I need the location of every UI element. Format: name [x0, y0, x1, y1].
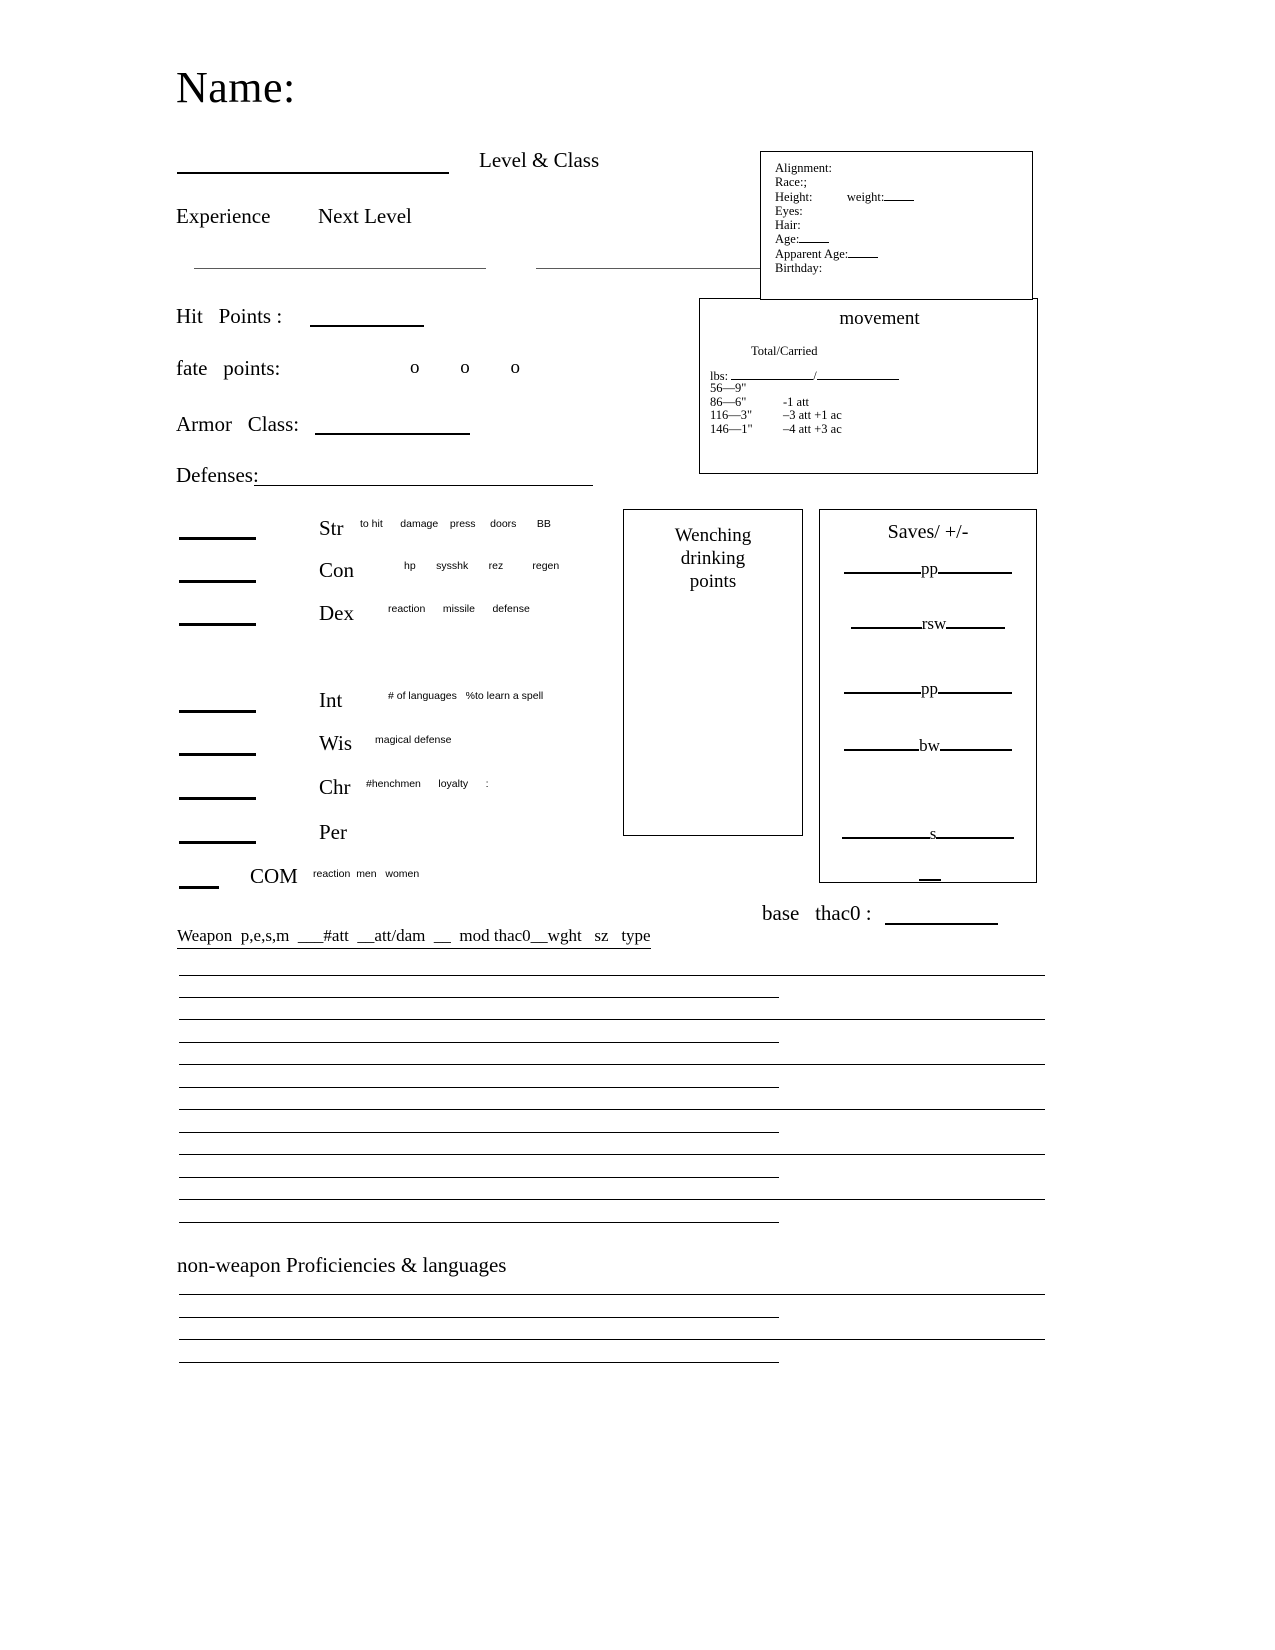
character-info-list	[775, 161, 914, 275]
attribute-label-per: Per	[319, 820, 347, 844]
proficiency-row-line[interactable]	[179, 1362, 779, 1363]
age-field[interactable]: Age:	[775, 232, 914, 246]
saves-title: Saves/ +/-	[887, 521, 969, 543]
lbs-total-input-line[interactable]	[731, 368, 813, 380]
str-score-line[interactable]	[179, 537, 256, 540]
table-row: 116—3" –3 att +1 ac	[710, 408, 842, 422]
table-row: 146—1" –4 att +3 ac	[710, 421, 842, 436]
weapon-row-line[interactable]	[179, 997, 779, 998]
proficiency-row-line[interactable]	[179, 1317, 779, 1318]
hit-points-label: Hit Points :	[176, 304, 283, 328]
proficiencies-label: non-weapon Proficiencies & languages	[177, 1253, 507, 1277]
age-input-line[interactable]	[799, 233, 829, 243]
save-row-s[interactable]: s	[820, 823, 1036, 844]
int-score-line[interactable]	[179, 710, 256, 713]
height-weight-field[interactable]: Height: weight:	[775, 190, 914, 204]
table-row: 56—9"	[710, 381, 747, 395]
weapon-row-line[interactable]	[179, 1177, 779, 1178]
weapon-row-line[interactable]	[179, 1132, 779, 1133]
hit-points-input-line[interactable]	[310, 325, 424, 327]
attribute-subs-con: hp sysshk rez regen	[404, 560, 560, 572]
save-row-pp-2[interactable]: pp	[820, 678, 1036, 699]
save-right-line[interactable]	[940, 735, 1012, 751]
weapon-row-line[interactable]	[179, 1064, 1045, 1065]
save-row-bw[interactable]: bw	[820, 735, 1036, 756]
attribute-label-int: Int	[319, 688, 343, 712]
save-row-rsw[interactable]: rsw	[820, 613, 1036, 634]
attribute-label-com: COM	[250, 864, 298, 888]
saves-box	[819, 509, 1037, 883]
wenching-title-line-2: drinking	[680, 548, 746, 569]
proficiency-row-line[interactable]	[179, 1339, 1045, 1340]
attribute-label-con: Con	[319, 558, 355, 582]
hair-field[interactable]: Hair:	[775, 218, 801, 233]
save-row-extra-dash[interactable]	[820, 868, 1036, 886]
armor-class-label: Armor Class:	[176, 412, 300, 436]
weapon-row-line[interactable]	[179, 1154, 1045, 1155]
attribute-label-chr: Chr	[319, 775, 351, 799]
apparent-age-input-line[interactable]	[848, 248, 878, 258]
eyes-field[interactable]: Eyes:	[775, 203, 803, 218]
save-right-line[interactable]	[936, 823, 1014, 839]
attribute-subs-com: reaction men women	[313, 868, 420, 880]
attribute-label-wis: Wis	[319, 731, 352, 755]
dex-score-line[interactable]	[179, 623, 256, 626]
save-left-line[interactable]	[844, 678, 921, 694]
alignment-field[interactable]: Alignment:	[775, 161, 832, 175]
movement-encumbrance-table	[710, 382, 842, 436]
com-score-line[interactable]	[179, 886, 219, 889]
weapon-row-line[interactable]	[179, 1222, 779, 1223]
wenching-title	[624, 524, 802, 593]
level-class-input-line[interactable]	[177, 172, 449, 174]
movement-title: movement	[839, 308, 920, 329]
attribute-subs-wis: magical defense	[375, 734, 452, 746]
page-title: Name:	[176, 63, 296, 112]
wenching-title-line-3: points	[689, 571, 737, 592]
weapon-row-line[interactable]	[179, 1199, 1045, 1200]
apparent-age-field[interactable]: Apparent Age:	[775, 247, 914, 261]
save-right-line[interactable]	[938, 678, 1012, 694]
table-row: 86—6" -1 att	[710, 394, 810, 409]
attribute-subs-dex: reaction missile defense	[388, 603, 530, 615]
save-left-line[interactable]	[842, 823, 930, 839]
next-level-label: Next Level	[318, 204, 412, 228]
weapon-row-line[interactable]	[179, 1042, 779, 1043]
save-extra-line[interactable]	[919, 879, 941, 881]
movement-lbs-row[interactable]: lbs: /	[710, 368, 899, 384]
con-score-line[interactable]	[179, 580, 256, 583]
wis-score-line[interactable]	[179, 753, 256, 756]
attribute-subs-str: to hit damage press doors BB	[360, 518, 551, 530]
attribute-subs-chr: #henchmen loyalty :	[366, 778, 489, 790]
save-left-line[interactable]	[844, 558, 921, 574]
movement-box	[699, 298, 1038, 474]
chr-score-line[interactable]	[179, 797, 256, 800]
save-right-line[interactable]	[946, 613, 1005, 629]
character-info-box	[760, 151, 1033, 300]
save-row-pp-1[interactable]: pp	[820, 558, 1036, 579]
per-score-line[interactable]	[179, 841, 256, 844]
save-left-line[interactable]	[844, 735, 919, 751]
wenching-drinking-points-box	[623, 509, 803, 836]
fate-points-circles[interactable]: o o o	[410, 357, 538, 378]
proficiency-row-line[interactable]	[179, 1294, 1045, 1295]
weapon-row-line[interactable]	[179, 1087, 779, 1088]
level-class-label: Level & Class	[479, 148, 600, 172]
weapon-row-line[interactable]	[179, 1019, 1045, 1020]
save-left-line[interactable]	[851, 613, 922, 629]
movement-total-carried-label: Total/Carried	[751, 344, 818, 358]
weapon-row-line[interactable]	[179, 975, 1045, 976]
experience-input-line[interactable]	[194, 268, 486, 269]
attribute-label-dex: Dex	[319, 601, 354, 625]
wenching-title-line-1: Wenching	[674, 525, 752, 546]
lbs-carried-input-line[interactable]	[817, 368, 899, 380]
save-right-line[interactable]	[938, 558, 1012, 574]
armor-class-input-line[interactable]	[315, 433, 470, 435]
defenses-label: Defenses:	[176, 463, 259, 487]
base-thac0-label: base thac0 :	[762, 901, 872, 925]
attribute-subs-int: # of languages %to learn a spell	[388, 690, 544, 702]
weight-input-line[interactable]	[884, 191, 914, 201]
weapon-table-header: Weapon p,e,s,m ___#att __att/dam __ mod thac0__wght sz type	[177, 926, 651, 949]
defenses-input-line[interactable]	[254, 485, 593, 486]
weapon-row-line[interactable]	[179, 1109, 1045, 1110]
attribute-label-str: Str	[319, 516, 344, 540]
experience-label: Experience	[176, 204, 271, 228]
birthday-field[interactable]: Birthday:	[775, 261, 823, 276]
race-field[interactable]: Race:;	[775, 175, 807, 190]
fate-points-label: fate points:	[176, 356, 281, 380]
base-thac0-input-line[interactable]	[885, 923, 998, 925]
